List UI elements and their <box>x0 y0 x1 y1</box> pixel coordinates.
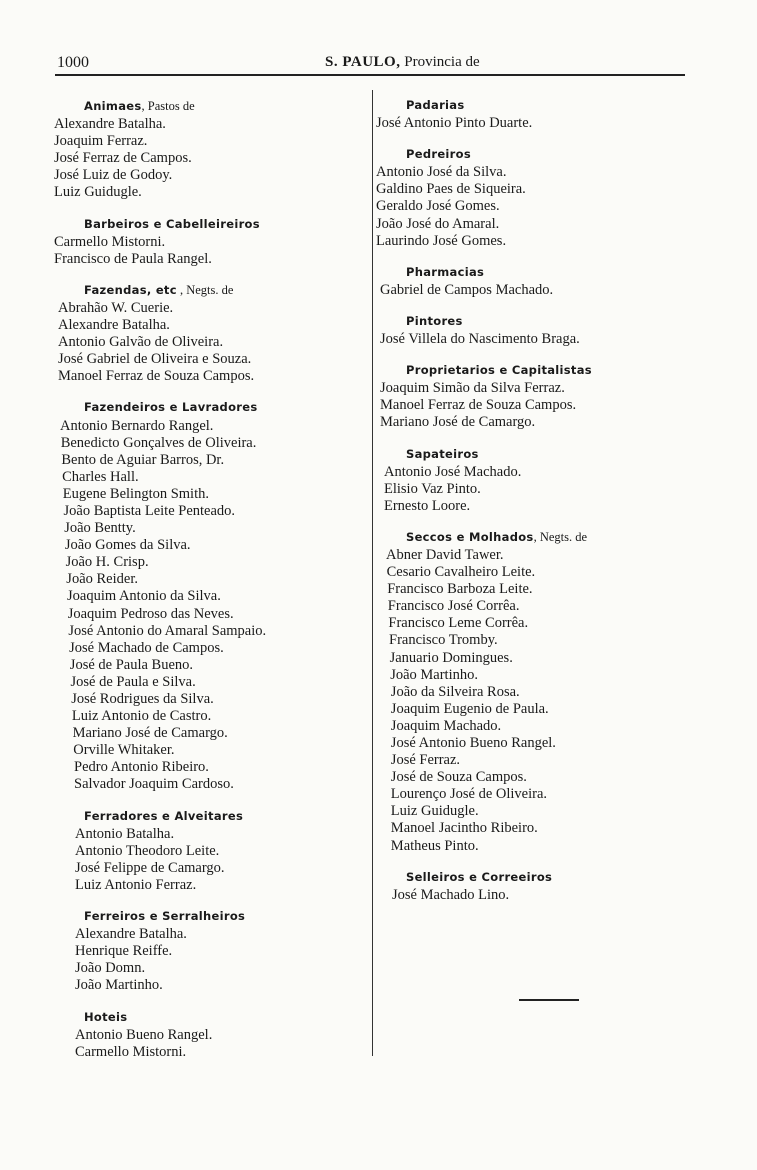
right-column <box>376 97 676 918</box>
entry-name: Eugene Belington Smith. <box>62 485 209 502</box>
section <box>54 908 372 994</box>
section-heading <box>84 282 372 299</box>
entry-name: Francisco Leme Corrêa. <box>388 615 529 632</box>
entry-name: José de Paula Bueno. <box>69 656 194 673</box>
end-rule <box>519 999 579 1001</box>
section <box>376 97 676 132</box>
entry-name: José Antonio do Amaral Sampaio. <box>68 622 267 639</box>
section <box>376 362 676 431</box>
entry-name: Manoel Ferraz de Souza Campos. <box>58 368 255 385</box>
entry-name: Luiz Guidugle. <box>54 184 142 201</box>
entry-name: João Martinho. <box>390 666 478 683</box>
running-head <box>325 54 480 71</box>
section <box>376 446 676 515</box>
section-heading-bold: Hoteis <box>84 1009 128 1024</box>
entry-name: Antonio Bueno Rangel. <box>75 1026 213 1043</box>
entry-name: Antonio Theodoro Leite. <box>75 842 220 859</box>
section-heading-rest: , Negts. de <box>176 282 234 297</box>
section-heading <box>406 313 676 330</box>
section <box>376 313 676 348</box>
entry-name: Luiz Antonio Ferraz. <box>75 876 197 893</box>
entry-name: Benedicto Gonçalves de Oliveira. <box>60 434 257 451</box>
entry-name: Bento de Aguiar Barros, Dr. <box>61 451 225 468</box>
section-heading-bold: Ferreiros e Serralheiros <box>84 909 246 924</box>
entry-name: Carmello Mistorni. <box>54 233 166 250</box>
entry-name: José de Paula e Silva. <box>70 673 196 690</box>
section-heading-bold: Seccos e Molhados <box>406 529 534 544</box>
section-heading <box>84 1009 372 1026</box>
running-head-rest: Provincia de <box>400 54 480 70</box>
entry-name: Luiz Antonio de Castro. <box>71 708 212 725</box>
entry-name: José Luiz de Godoy. <box>54 167 173 184</box>
section-heading-bold: Pedreiros <box>406 147 471 162</box>
entry-name: João Domn. <box>75 960 146 977</box>
page-header <box>55 48 685 76</box>
entry-name: Alexandre Batalha. <box>54 116 166 133</box>
section <box>54 216 372 268</box>
section-heading <box>406 869 676 886</box>
section-heading <box>406 97 676 114</box>
entry-name: José Rodrigues da Silva. <box>71 691 214 707</box>
section <box>54 98 372 202</box>
entry-name: João Reider. <box>66 571 138 588</box>
entry-name: Alexandre Batalha. <box>75 926 187 943</box>
entry-name: José Machado de Campos. <box>69 639 224 656</box>
entry-name: Antonio José Machado. <box>384 463 522 480</box>
section-heading-bold: Barbeiros e Cabelleireiros <box>84 216 260 231</box>
section-heading-rest: , Pastos de <box>141 99 195 113</box>
section-heading <box>406 362 676 379</box>
entry-name: Manoel Ferraz de Souza Campos. <box>380 397 577 414</box>
section-heading-bold: Proprietarios e Capitalistas <box>406 363 592 378</box>
section <box>54 808 372 894</box>
section-heading <box>406 529 676 546</box>
section-heading <box>84 908 372 925</box>
section-heading <box>84 98 372 115</box>
section-heading-bold: Selleiros e Correeiros <box>406 869 553 884</box>
section-heading-bold: Pharmacias <box>406 264 485 279</box>
entry-name: Orville Whitaker. <box>73 742 175 759</box>
entry-name: Lourenço José de Oliveira. <box>390 786 548 803</box>
section <box>376 146 676 250</box>
section-heading-bold: Animaes <box>84 99 142 113</box>
entry-name: José Gabriel de Oliveira e Souza. <box>58 351 252 368</box>
entry-name: João da Silveira Rosa. <box>390 683 520 700</box>
entry-name: José Ferraz. <box>390 752 461 769</box>
entry-name: Francisco José Corrêa. <box>387 598 520 615</box>
entry-name: Francisco de Paula Rangel. <box>54 250 212 267</box>
entry-name: Laurindo José Gomes. <box>376 232 507 249</box>
section-heading-bold: Padarias <box>406 98 465 112</box>
section-heading <box>84 399 372 416</box>
entry-name: Joaquim Machado. <box>390 717 502 734</box>
entry-name: José Ferraz de Campos. <box>54 150 192 167</box>
entry-name: Antonio Bernardo Rangel. <box>60 417 214 434</box>
section <box>376 529 676 855</box>
entry-name: José Felippe de Camargo. <box>75 859 225 876</box>
column-divider <box>372 90 373 1056</box>
section-heading <box>84 808 372 825</box>
entry-name: Joaquim Simão da Silva Ferraz. <box>380 380 565 397</box>
entry-name: Elisio Vaz Pinto. <box>384 480 481 497</box>
running-head-bold: S. PAULO, <box>325 54 401 70</box>
entry-name: Abrahão W. Cuerie. <box>58 299 174 316</box>
entry-name: Alexandre Batalha. <box>58 317 170 334</box>
entry-name: João Martinho. <box>75 977 163 994</box>
page-number: 1000 <box>57 54 89 71</box>
entry-name: Ernesto Loore. <box>384 497 471 514</box>
entry-name: João Bentty. <box>64 520 136 537</box>
entry-name: Luiz Guidugle. <box>390 803 479 820</box>
section-heading-bold: Sapateiros <box>406 446 479 461</box>
entry-name: Matheus Pinto. <box>390 837 479 854</box>
entry-name: Salvador Joaquim Cardoso. <box>74 776 234 793</box>
entry-name: Charles Hall. <box>62 468 139 485</box>
section <box>54 282 372 386</box>
section <box>54 399 372 793</box>
entry-name: João José do Amaral. <box>376 215 500 232</box>
section-heading <box>406 146 676 163</box>
left-column <box>54 98 372 1075</box>
entry-name: José Villela do Nascimento Braga. <box>380 331 580 348</box>
entry-name: Geraldo José Gomes. <box>376 198 500 215</box>
section-heading <box>406 446 676 463</box>
entry-name: José Antonio Pinto Duarte. <box>376 115 533 132</box>
entry-name: Antonio Batalha. <box>75 825 175 842</box>
entry-name: João Baptista Leite Penteado. <box>63 502 236 519</box>
section-heading-bold: Fazendas, etc <box>84 282 177 297</box>
section-heading-rest: , Negts. de <box>533 529 588 544</box>
section-heading <box>84 216 372 233</box>
section-heading-bold: Fazendeiros e Lavradores <box>84 400 258 415</box>
entry-name: Galdino Paes de Siqueira. <box>376 181 526 198</box>
section-heading-bold: Pintores <box>406 313 463 328</box>
entry-name: Mariano José de Camargo. <box>380 414 536 431</box>
section <box>376 869 676 904</box>
entry-name: Januario Domingues. <box>389 649 513 666</box>
entry-name: Carmello Mistorni. <box>75 1043 187 1060</box>
entry-name: Manoel Jacintho Ribeiro. <box>390 820 538 837</box>
entry-name: Joaquim Eugenio de Paula. <box>390 700 549 717</box>
entry-name: Cesario Cavalheiro Leite. <box>386 564 536 581</box>
entry-name: Joaquim Antonio da Silva. <box>67 588 221 605</box>
entry-name: Joaquim Ferraz. <box>54 133 148 150</box>
entry-name: José de Souza Campos. <box>390 769 527 786</box>
section <box>376 264 676 299</box>
entry-name: Gabriel de Campos Machado. <box>380 281 554 298</box>
section <box>54 1009 372 1061</box>
entry-name: João Gomes da Silva. <box>64 537 191 554</box>
entry-name: Abner David Tawer. <box>386 546 504 563</box>
entry-name: Henrique Reiffe. <box>75 943 173 960</box>
entry-name: Francisco Tromby. <box>389 632 498 649</box>
section-heading <box>406 264 676 281</box>
section-heading-bold: Ferradores e Alveitares <box>84 808 244 823</box>
entry-name: José Antonio Bueno Rangel. <box>390 735 556 751</box>
entry-name: José Machado Lino. <box>392 886 510 903</box>
entry-name: Antonio José da Silva. <box>376 164 507 181</box>
entry-name: Antonio Galvão de Oliveira. <box>58 334 224 351</box>
entry-name: Pedro Antonio Ribeiro. <box>74 759 209 776</box>
entry-name: Mariano José de Camargo. <box>72 725 228 742</box>
entry-name: Joaquim Pedroso das Neves. <box>67 605 234 622</box>
entry-name: João H. Crisp. <box>65 554 149 571</box>
entry-name: Francisco Barboza Leite. <box>387 581 533 598</box>
